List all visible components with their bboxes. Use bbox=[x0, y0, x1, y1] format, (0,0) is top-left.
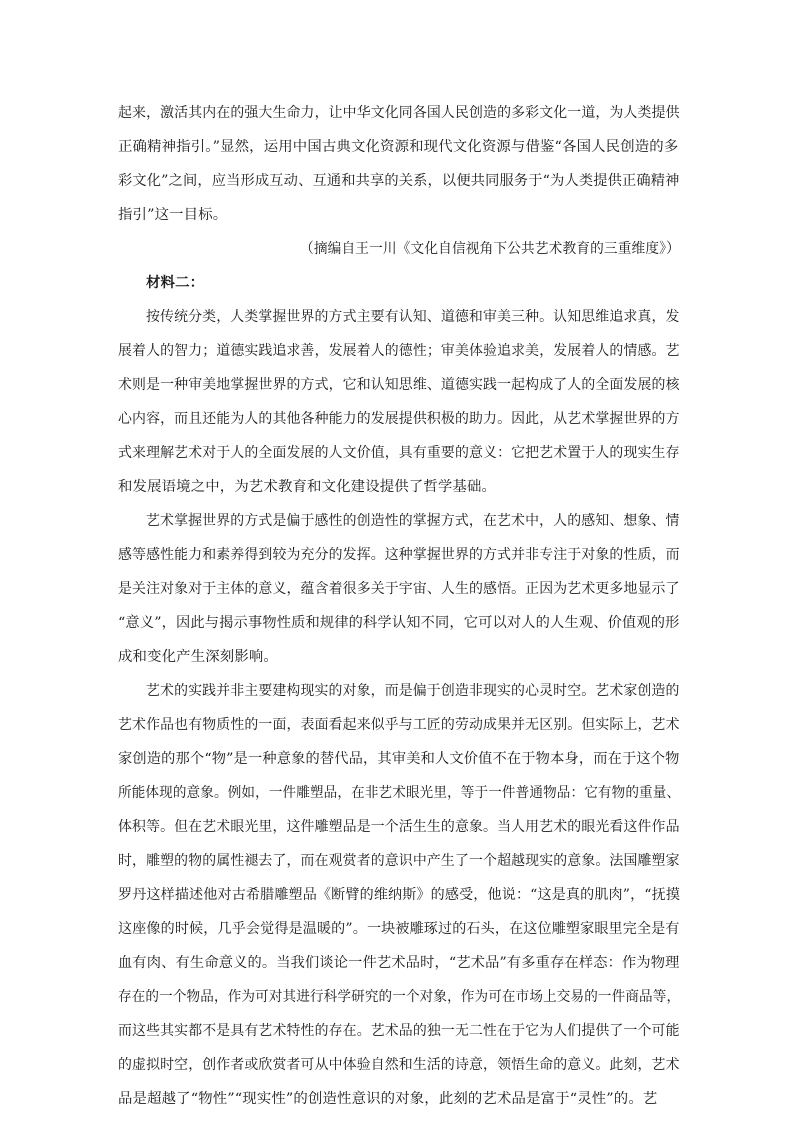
text-line: 而这些其实都不是具有艺术特性的存在。艺术品的独一无二性在于它为人们提供了一个可能 bbox=[118, 1023, 680, 1039]
text-line: 这座像的时候，几乎会觉得是温暖的”。一块被雕琢过的石头，在这位雕塑家眼里完全是有 bbox=[118, 921, 680, 937]
text-line: 家创造的那个“物”是一种意象的替代品，其审美和人文价值不在于物本身，而在于这个物 bbox=[118, 751, 680, 767]
text-line: “意义”，因此与揭示事物性质和规律的科学认知不同，它可以对人的人生观、价值观的形 bbox=[118, 615, 680, 631]
text-line: 成和变化产生深刻影响。 bbox=[118, 649, 278, 665]
text-line: 罗丹这样描述他对古希腊雕塑品《断臂的维纳斯》的感受，他说：“这是真的肌肉”，“抚摸 bbox=[118, 887, 681, 903]
text-line: 按传统分类，人类掌握世界的方式主要有认知、道德和审美三种。认知思维追求真，发 bbox=[146, 309, 680, 325]
text-line: 正确精神指引。”显然，运用中国古典文化资源和现代文化资源与借鉴“各国人民创造的多 bbox=[118, 139, 679, 155]
text-line: 展着人的智力；道德实践追求善，发展着人的德性；审美体验追求美，发展着人的情感。艺 bbox=[118, 343, 680, 359]
text-line: 心内容，而且还能为人的其他各种能力的发展提供积极的助力。因此，从艺术掌握世界的方 bbox=[118, 411, 680, 427]
text-line: 感等感性能力和素养得到较为充分的发挥。这种掌握世界的方式并非专注于对象的性质，而 bbox=[118, 547, 680, 563]
text-line: 体积等。但在艺术眼光里，这件雕塑品是一个活生生的意象。当人用艺术的眼光看这件作品 bbox=[118, 819, 680, 835]
text-line: 时，雕塑的物的属性褪去了，而在观赏者的意识中产生了一个超越现实的意象。法国雕塑家 bbox=[118, 853, 680, 869]
text-line: 艺术的实践并非主要建构现实的对象，而是偏于创造非现实的心灵时空。艺术家创造的 bbox=[146, 683, 680, 699]
text-line: 彩文化”之间，应当形成互动、互通和共享的关系，以便共同服务于“为人类提供正确精神 bbox=[118, 173, 680, 189]
source-citation: （摘编自王一川《文化自信视角下公共艺术教育的三重维度》） bbox=[300, 241, 680, 257]
text-line: 的虚拟时空，创作者或欣赏者可从中体验自然和生活的诗意，领悟生命的意义。此刻，艺术 bbox=[118, 1057, 680, 1073]
text-line: 和发展语境之中，为艺术教育和文化建设提供了哲学基础。 bbox=[118, 479, 497, 495]
text-line: 指引”这一目标。 bbox=[118, 207, 228, 223]
text-line: 术则是一种审美地掌握世界的方式，它和认知思维、道德实践一起构成了人的全面发展的核 bbox=[118, 377, 680, 393]
text-line: 式来理解艺术对于人的全面发展的人文价值，具有重要的意义：它把艺术置于人的现实生存 bbox=[118, 445, 680, 461]
text-line: 所能体现的意象。例如，一件雕塑品，在非艺术眼光里，等于一件普通物品：它有物的重量、 bbox=[118, 785, 681, 801]
text-line: 血有肉、有生命意义的。当我们谈论一件艺术品时，“艺术品”有多重存在样态：作为物理 bbox=[118, 955, 680, 971]
section-heading: 材料二： bbox=[146, 275, 205, 291]
text-line: 起来，激活其内在的强大生命力，让中华文化同各国人民创造的多彩文化一道，为人类提供 bbox=[118, 105, 680, 121]
text-line: 艺术掌握世界的方式是偏于感性的创造性的掌握方式，在艺术中，人的感知、想象、情 bbox=[146, 513, 680, 529]
text-line: 品是超越了“物性”“现实性”的创造性意识的对象，此刻的艺术品是富于“灵性”的。艺 bbox=[118, 1091, 658, 1107]
text-line: 存在的一个物品，作为可对其进行科学研究的一个对象，作为可在市场上交易的一件商品等， bbox=[118, 989, 681, 1005]
text-line: 艺术作品也有物质性的一面，表面看起来似乎与工匠的劳动成果并无区别。但实际上，艺术 bbox=[118, 717, 680, 733]
text-line: 是关注对象对于主体的意义，蕴含着很多关于宇宙、人生的感悟。正因为艺术更多地显示了 bbox=[118, 581, 680, 597]
